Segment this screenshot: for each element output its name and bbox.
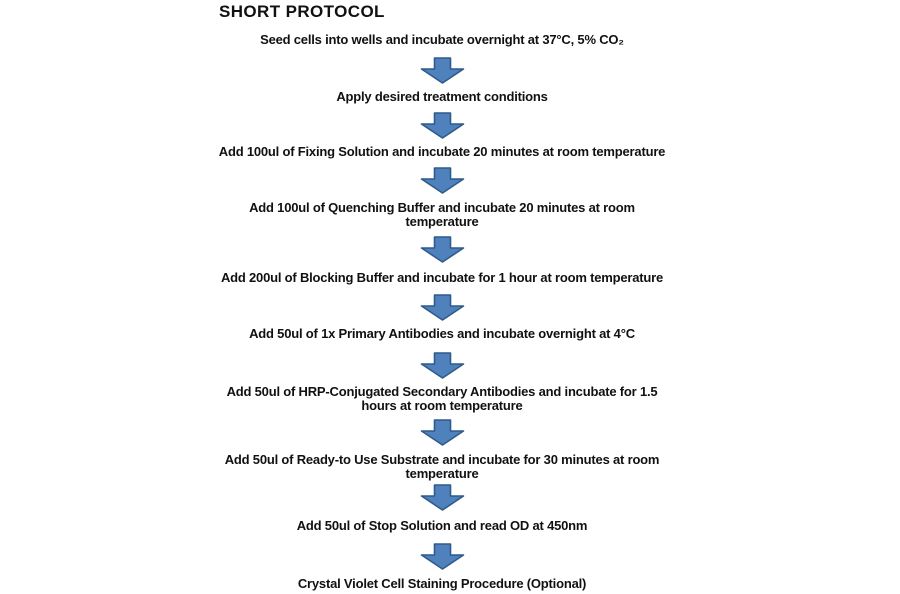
down-arrow-icon	[420, 57, 465, 84]
flow-step-10: Crystal Violet Cell Staining Procedure (Optional)	[297, 576, 587, 591]
down-arrow-icon	[420, 167, 465, 194]
down-arrow-icon	[420, 352, 465, 379]
flow-step-8: Add 50ul of Ready-to Use Substrate and incubate for 30 minutes at room temperature	[224, 452, 660, 481]
flow-step-5: Add 200ul of Blocking Buffer and incubate for 1 hour at room temperature	[220, 270, 664, 285]
flow-step-9: Add 50ul of Stop Solution and read OD at 450nm	[296, 518, 588, 533]
down-arrow-icon	[420, 419, 465, 446]
down-arrow-icon	[420, 294, 465, 321]
flow-step-1: Seed cells into wells and incubate overnight at 37°C, 5% CO₂	[260, 32, 624, 47]
down-arrow-icon	[420, 484, 465, 511]
down-arrow-icon	[420, 543, 465, 570]
flow-step-7: Add 50ul of HRP-Conjugated Secondary Antibodies and incubate for 1.5 hours at room temperature	[226, 384, 658, 413]
down-arrow-icon	[420, 112, 465, 139]
flow-step-3: Add 100ul of Fixing Solution and incubate 20 minutes at room temperature	[218, 144, 666, 159]
flow-step-6: Add 50ul of 1x Primary Antibodies and incubate overnight at 4°C	[249, 326, 635, 341]
diagram-title: SHORT PROTOCOL	[219, 2, 385, 21]
flow-step-4: Add 100ul of Quenching Buffer and incubate 20 minutes at room temperature	[249, 200, 635, 229]
down-arrow-icon	[420, 236, 465, 263]
flow-step-2: Apply desired treatment conditions	[336, 89, 548, 104]
